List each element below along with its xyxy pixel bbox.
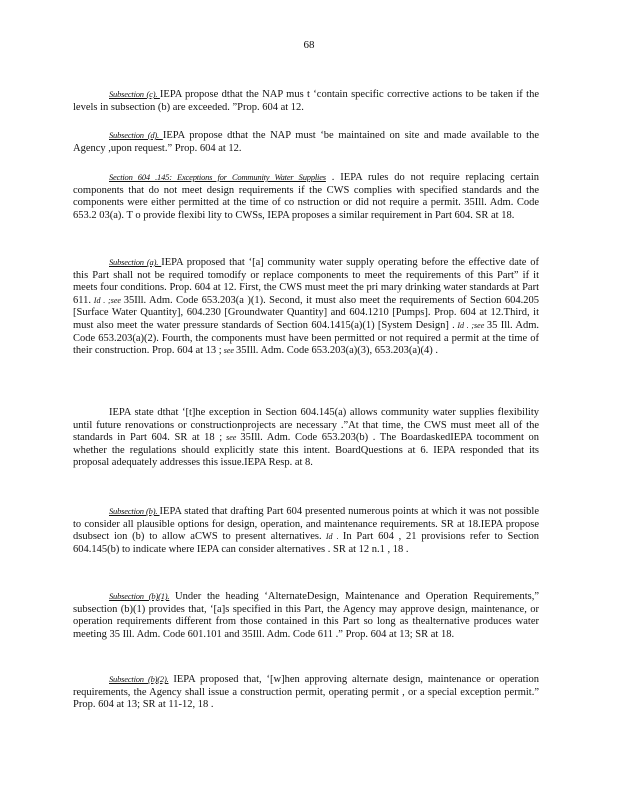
paragraph-subsection-c <box>73 88 539 114</box>
paragraph-text: IEPA propose dthat the NAP must ‘be maintained on site and made available to the Agency ,upon request.” Prop. 604 at 12. <box>73 130 539 154</box>
subsection-heading: Subsection (b)(1). <box>109 591 170 601</box>
subsection-heading: Subsection (a). <box>109 257 162 267</box>
paragraph-text: In Part 604 , 21 provisions refer to Section 604.145(b) to indicate where IEPA can consider alternatives . SR at 12 n.1 , 18 . <box>73 531 539 555</box>
paragraph-subsection-d <box>73 129 539 155</box>
citation-signal: see <box>222 433 241 443</box>
subsection-heading: Subsection (c). <box>109 89 160 99</box>
paragraph-subsection-b <box>73 505 539 556</box>
section-heading: Section 604 .145: Exceptions for Community Water Supplies <box>109 172 326 182</box>
paragraph-text: 35 Ill. Adm. Code 653.203(a)(2). Fourth, the components must have been permitted or not required a permit at the time of their construction. Prop. 604 at 13 ; <box>73 319 539 357</box>
paragraph-subsection-a <box>73 256 539 358</box>
citation-signal: Id . ;see <box>454 320 487 330</box>
paragraph-subsection-b1 <box>73 590 539 641</box>
citation-signal: Id . ;see <box>91 295 124 305</box>
paragraph-exception-flexibility <box>73 407 539 470</box>
subsection-heading: Subsection (d). <box>109 130 163 140</box>
paragraph-subsection-b2 <box>73 673 539 712</box>
paragraph-text: Under the heading ‘AlternateDesign, Maintenance and Operation Requirements,” subsection (b)(1) provides that, ‘[a]s specified in this Part, the Agency may approve design, maintenance, or operation requirements different from those contained in this Part so long as thealternative produces water meeting 35 Ill. Adm. Code 601.101 and 35Ill. Adm. Code 611 .” Prop. 604 at 13; SR at 18. <box>73 591 539 640</box>
paragraph-text: IEPA proposed that, ‘[w]hen approving alternate design, maintenance or operation requirements, the Agency shall issue a construction permit, operating permit , or a special exception permit.” Prop. 604 at 13; SR at 11-12, 18 . <box>73 674 539 711</box>
paragraph-text: 35Ill. Adm. Code 653.203(a)(3), 653.203(a)(4) . <box>235 345 439 357</box>
subsection-heading: Subsection (b)(2). <box>109 674 169 684</box>
paragraph-text: . IEPA rules do not require replacing certain components that do not meet design requirements if the CWS complies with specified standards and the components were either permitted at the time of co nstruction or did not require a permit. 35Ill. Adm. Code 653.2 03(a). T o provide flexibi lity to CWSs, IEPA proposes a similar requirement in Part 604. SR at 18. <box>73 172 539 221</box>
citation-signal: Id . <box>321 532 343 542</box>
paragraph-text: IEPA stated that drafting Part 604 presented numerous points at which it was not possible to consider all plausible options for design, operation, and maintenance requirements. SR at 18.IEPA propose dsubsect ion (b) to allow aCWS to present alternatives. <box>73 506 539 543</box>
citation-signal: see <box>221 346 236 356</box>
paragraph-section-604-145 <box>73 171 539 222</box>
paragraph-text: IEPA proposed that ‘[a] community water supply operating before the effective date of this Part shall not be required tomodify or replace components to meet the requirements of this Part” if it meets four conditions. Prop. 604 at 12. First, the CWS must meet the pri mary drinking water standards at Part 611. <box>73 257 539 306</box>
paragraph-text: 35Ill. Adm. Code 653.203(a )(1). Second, it must also meet the requirements of Section 604.205 [Surface Water Quantity], 604.230 [Groundwater Quantity] and 604.1210 [Pumps]. Prop. 604 at 12.Third, it must also meet the water pressure standards of Section 604.1415(a)(1) [System Design] . <box>73 294 539 331</box>
paragraph-text: 35Ill. Adm. Code 653.203(b) . The BoardaskedIEPA tocomment on whether the regulations should explicitly state this intent. BoardQuestions at 6. IEPA responded that its proposal adequately addresses this issue.IEPA Resp. at 8. <box>73 432 540 469</box>
subsection-heading: Subsection (b). <box>109 506 160 516</box>
paragraph-text: IEPA state dthat ‘[t]he exception in Section 604.145(a) allows community water supplies flexibility until future renovations or constructionprojects are necessary .”At that time, the CWS must meet all of the standards in Part 604. SR at 18 ; <box>73 407 539 444</box>
page-number: 68 <box>303 39 315 51</box>
paragraph-text: IEPA propose dthat the NAP mus t ‘contain specific corrective actions to be taken if the levels in subsection (b) are exceeded. ”Prop. 604 at 12. <box>73 89 539 113</box>
